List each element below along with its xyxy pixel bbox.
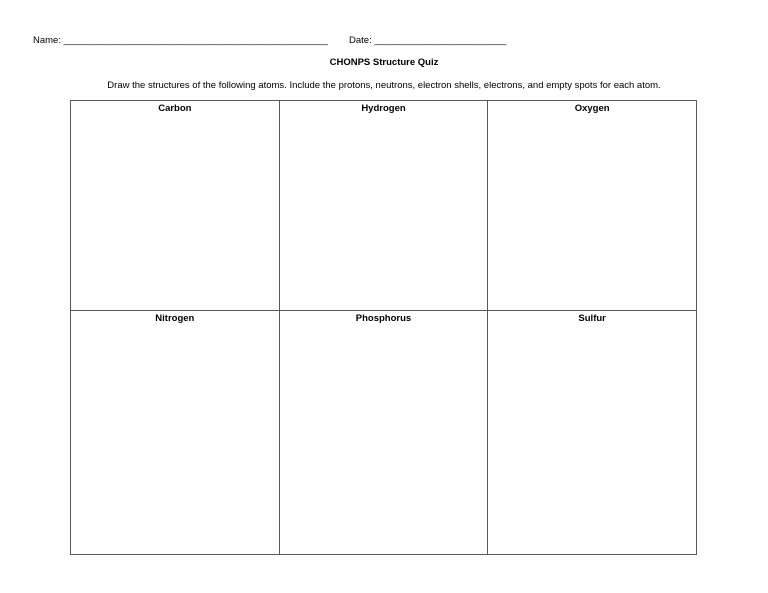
- header-row: [0, 35, 768, 49]
- atom-label-sulfur: Sulfur: [578, 313, 606, 324]
- atom-cell-carbon[interactable]: [71, 101, 280, 311]
- atom-label-hydrogen: Hydrogen: [361, 103, 406, 114]
- atom-drawing-grid: [70, 100, 697, 555]
- atom-cell-nitrogen[interactable]: [71, 311, 280, 555]
- instructions-text: Draw the structures of the following atoms. Include the protons, neutrons, electron shells, electrons, and empty spots for each atom.: [107, 80, 661, 91]
- page-title: CHONPS Structure Quiz: [329, 57, 439, 68]
- atom-cell-hydrogen[interactable]: [279, 101, 488, 311]
- atom-cell-sulfur[interactable]: [488, 311, 697, 555]
- grid-row-top: [71, 101, 697, 311]
- atom-label-phosphorus: Phosphorus: [355, 313, 412, 324]
- date-field[interactable]: Date: _________________________: [349, 35, 507, 46]
- name-field[interactable]: Name: __________________________________________________: [33, 35, 328, 46]
- atom-label-carbon: Carbon: [158, 103, 192, 114]
- atom-label-nitrogen: Nitrogen: [155, 313, 195, 324]
- grid-row-bottom: [71, 311, 697, 555]
- atom-cell-oxygen[interactable]: [488, 101, 697, 311]
- atom-cell-phosphorus[interactable]: [279, 311, 488, 555]
- atom-label-oxygen: Oxygen: [574, 103, 610, 114]
